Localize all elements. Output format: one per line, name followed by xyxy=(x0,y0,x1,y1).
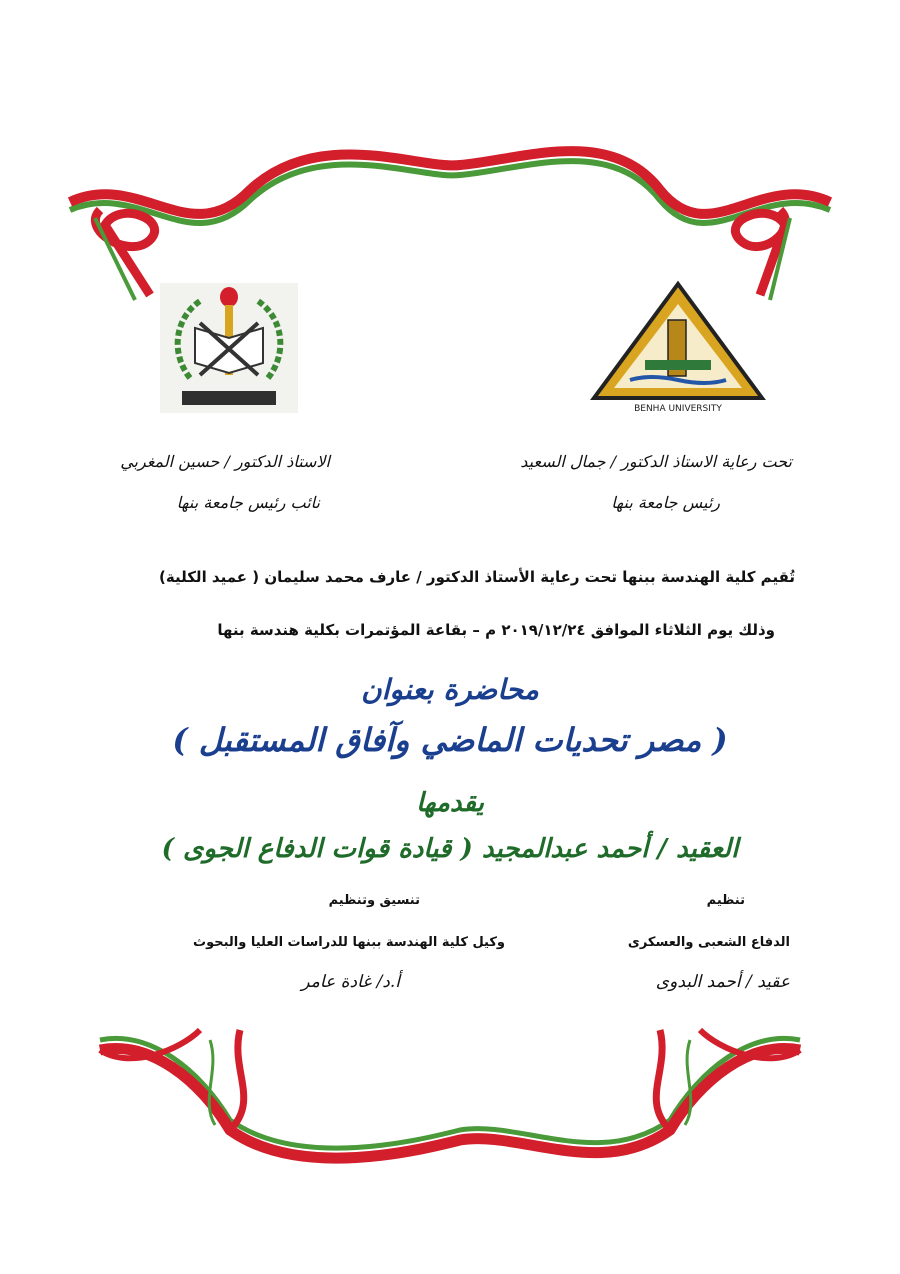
benha-logo-caption: BENHA UNIVERSITY xyxy=(634,404,722,414)
organizer-right-name: عقيد / أحمد البدوى xyxy=(655,972,790,992)
organizer-right-heading: تنظيم xyxy=(706,893,745,908)
benha-university-logo xyxy=(590,280,766,415)
intro-line-2: وذلك يوم الثلاثاء الموافق ٢٠١٩/١٢/٢٤ م – بقاعة المؤتمرات بكلية هندسة بنها xyxy=(217,621,775,639)
air-defense-emblem-logo xyxy=(160,283,298,413)
organizer-right-role: الدفاع الشعبى والعسكرى xyxy=(627,935,790,950)
organizer-left-name: أ.د/ غادة عامر xyxy=(301,972,400,992)
lecture-label: محاضرة بعنوان xyxy=(361,673,539,706)
lecture-title: ( مصر تحديات الماضي وآفاق المستقبل ) xyxy=(172,721,728,759)
presented-by-label: يقدمها xyxy=(416,788,484,818)
patron-right-line2: رئيس جامعة بنها xyxy=(611,493,720,512)
patron-left-line2: نائب رئيس جامعة بنها xyxy=(176,493,320,512)
patron-left-line1: الاستاذ الدكتور / حسين المغربي xyxy=(120,452,330,471)
patron-right-line1: تحت رعاية الاستاذ الدكتور / جمال السعيد xyxy=(520,452,792,471)
intro-line-1: تُقيم كلية الهندسة ببنها تحت رعاية الأستاذ الدكتور / عارف محمد سليمان ( عميد الكلية) xyxy=(159,568,795,586)
presenter-name: العقيد / أحمد عبدالمجيد ( قيادة قوات الدفاع الجوى ) xyxy=(161,834,739,864)
organizer-left-heading: تنسيق وتنظيم xyxy=(328,893,420,908)
organizer-left-role: وكيل كلية الهندسة ببنها للدراسات العليا والبحوث xyxy=(193,935,505,950)
bottom-ribbon-decoration xyxy=(0,1010,900,1170)
